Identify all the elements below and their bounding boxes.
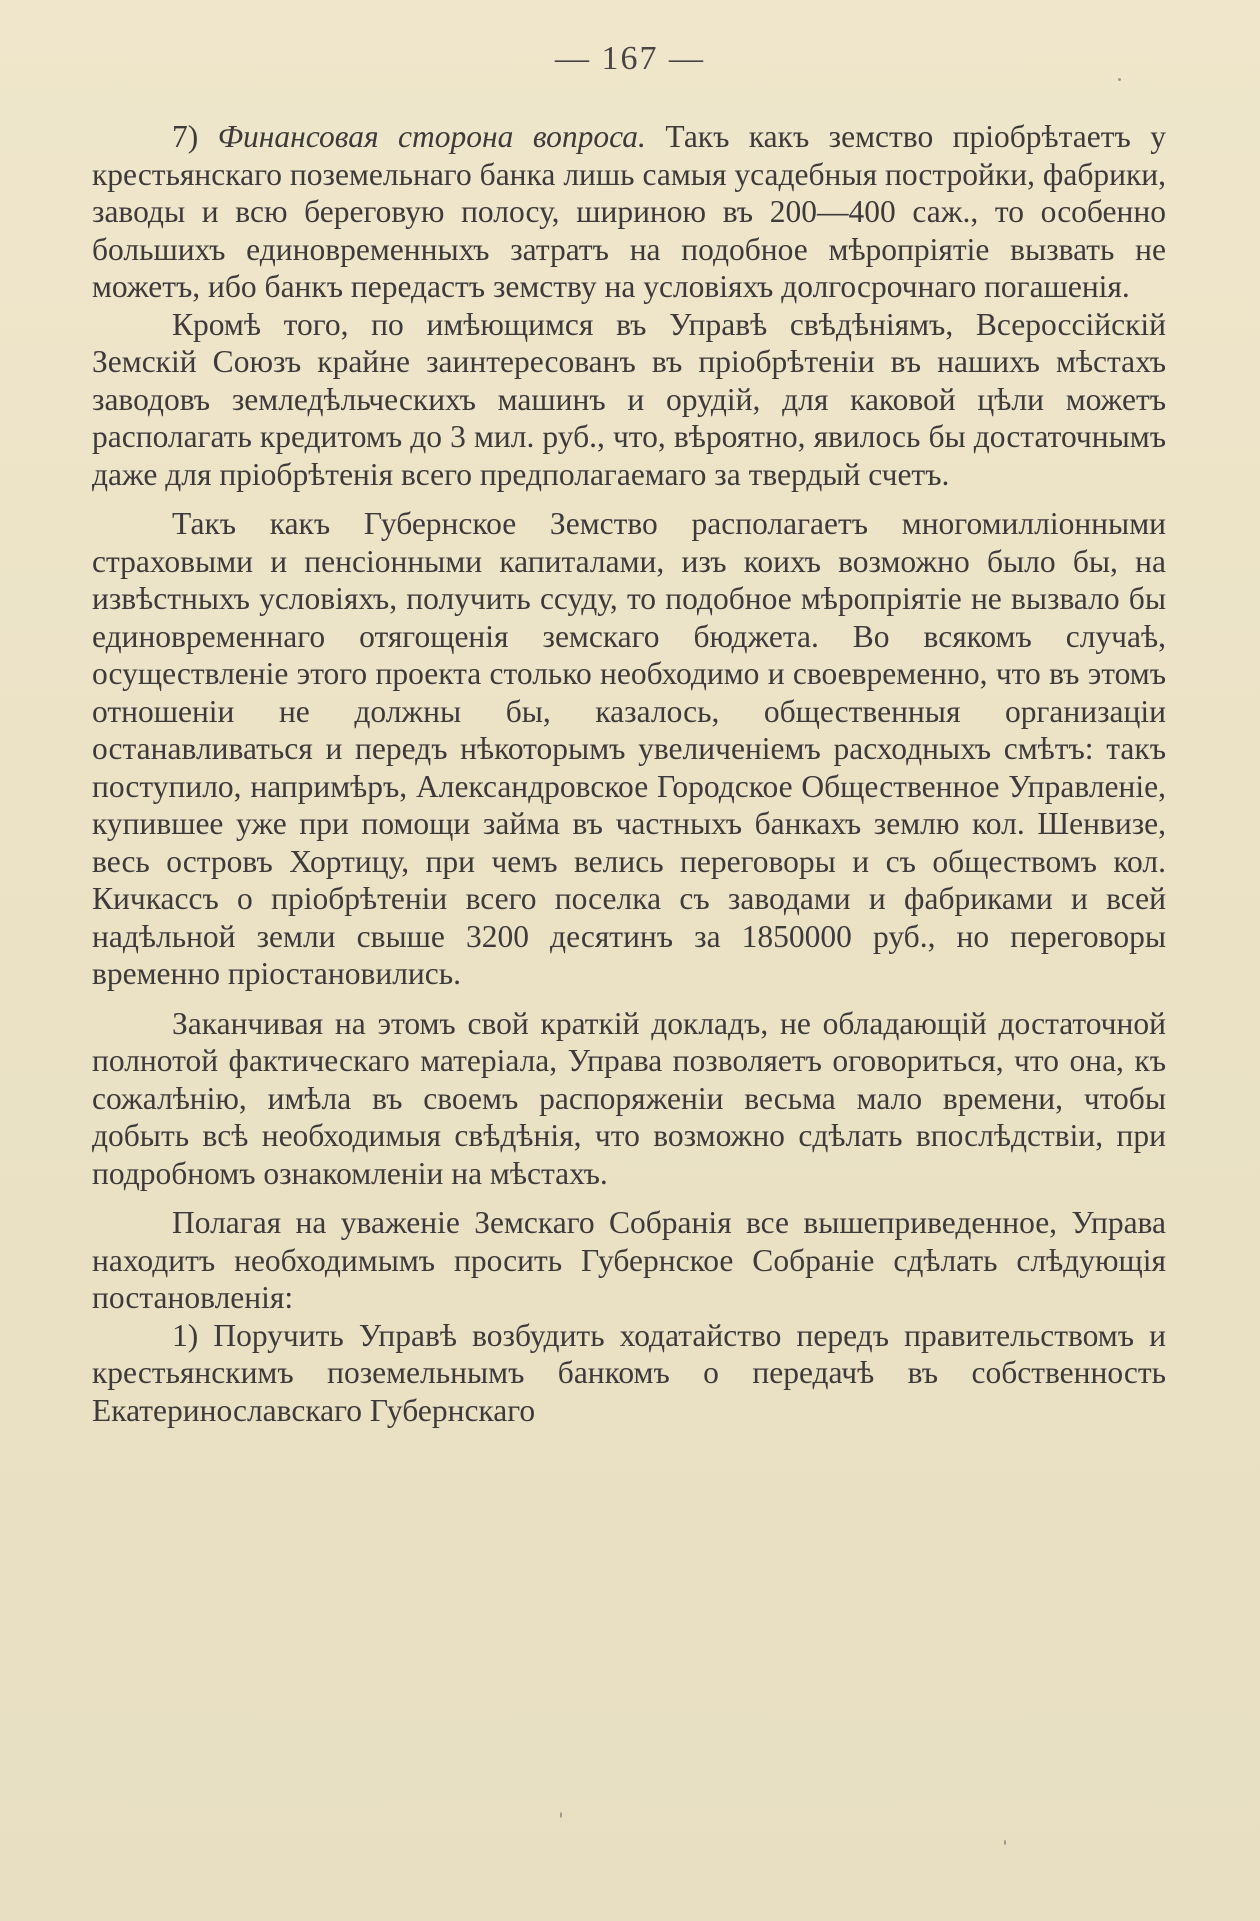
paragraph-text: Такъ какъ земство пріобрѣтаетъ у крестьянскаго поземельнаго банка лишь самыя усадебныя постройки, фабрики, заводы и всю береговую полосу, шириною въ 200—400 саж., то особенно большихъ единовременныхъ затратъ на подобное мѣропріятіе вызвать не можетъ, ибо банкъ передастъ земству на условіяхъ долгосрочнаго погашенія. bbox=[92, 119, 1167, 304]
paper-speck bbox=[560, 1812, 562, 1818]
paragraph-conclusion: Заканчивая на этомъ свой краткій докладъ, не обладающій достаточной полнотой фактическаго матеріала, Управа позволяетъ оговориться, что она, къ сожалѣнію, имѣла въ своемъ распоряженіи весьма мало времени, чтобы добыть всѣ необходимыя свѣдѣнія, что возможно сдѣлать впослѣдствіи, при подробномъ ознакомленіи на мѣстахъ. bbox=[92, 1005, 1166, 1191]
item-number: 7) bbox=[172, 119, 218, 154]
paper-speck bbox=[1004, 1840, 1006, 1845]
paragraph-resolution-intro: Полагая на уваженіе Земскаго Собранія все вышеприведенное, Управа находитъ необходимымъ просить Губернское Собраніе сдѣлать слѣдующія постановленія: bbox=[92, 1205, 1166, 1315]
body-text bbox=[92, 118, 1166, 1429]
paragraph-financial-side bbox=[92, 118, 1166, 306]
paragraph-zemstvo-union: Кромѣ того, по имѣющимся въ Управѣ свѣдѣніямъ, Всероссійскій Земскій Союзъ крайне заинтересованъ въ пріобрѣтеніи въ нашихъ мѣстахъ заводовъ земледѣльческихъ машинъ и орудій, для каковой цѣли можетъ располагать кредитомъ до 3 мил. руб., что, вѣроятно, явилось бы достаточнымъ даже для пріобрѣтенія всего предполагаемаго за твердый счетъ. bbox=[92, 306, 1166, 492]
paragraph-provincial-capital: Такъ какъ Губернское Земство располагаетъ многомилліонными страховыми и пенсіонными капиталами, изъ коихъ возможно было бы, на извѣстныхъ условіяхъ, получить ссуду, то подобное мѣропріятіе не вызвало бы единовременнаго отягощенія земскаго бюджета. Во всякомъ случаѣ, осуществленіе этого проекта столько необходимо и своевременно, что въ этомъ отношеніи не должны бы, казалось, общественныя организаціи останавливаться и передъ нѣкоторымъ увеличеніемъ расходныхъ смѣтъ: такъ поступило, напримѣръ, Александровское Городское Общественное Управленіе, купившее уже при помощи займа въ частныхъ банкахъ землю кол. Шенвизе, весь островъ Хортицу, при чемъ велись переговоры и съ обществомъ кол. Кичкассъ о пріобрѣтеніи всего поселка съ заводами и фабриками и всей надѣльной земли свыше 3200 десятинъ за 1850000 руб., но переговоры временно пріостановились. bbox=[92, 506, 1166, 991]
paper-speck bbox=[1118, 78, 1121, 81]
page-number: — 167 — bbox=[555, 40, 705, 77]
section-heading: Финансовая сторона вопроса. bbox=[217, 119, 646, 154]
paragraph-resolution-item-1: 1) Поручить Управѣ возбудить ходатайство передъ правительствомъ и крестьянскимъ поземельнымъ банкомъ о передачѣ въ собственность Екатеринославскаго Губернскаго bbox=[92, 1317, 1166, 1428]
